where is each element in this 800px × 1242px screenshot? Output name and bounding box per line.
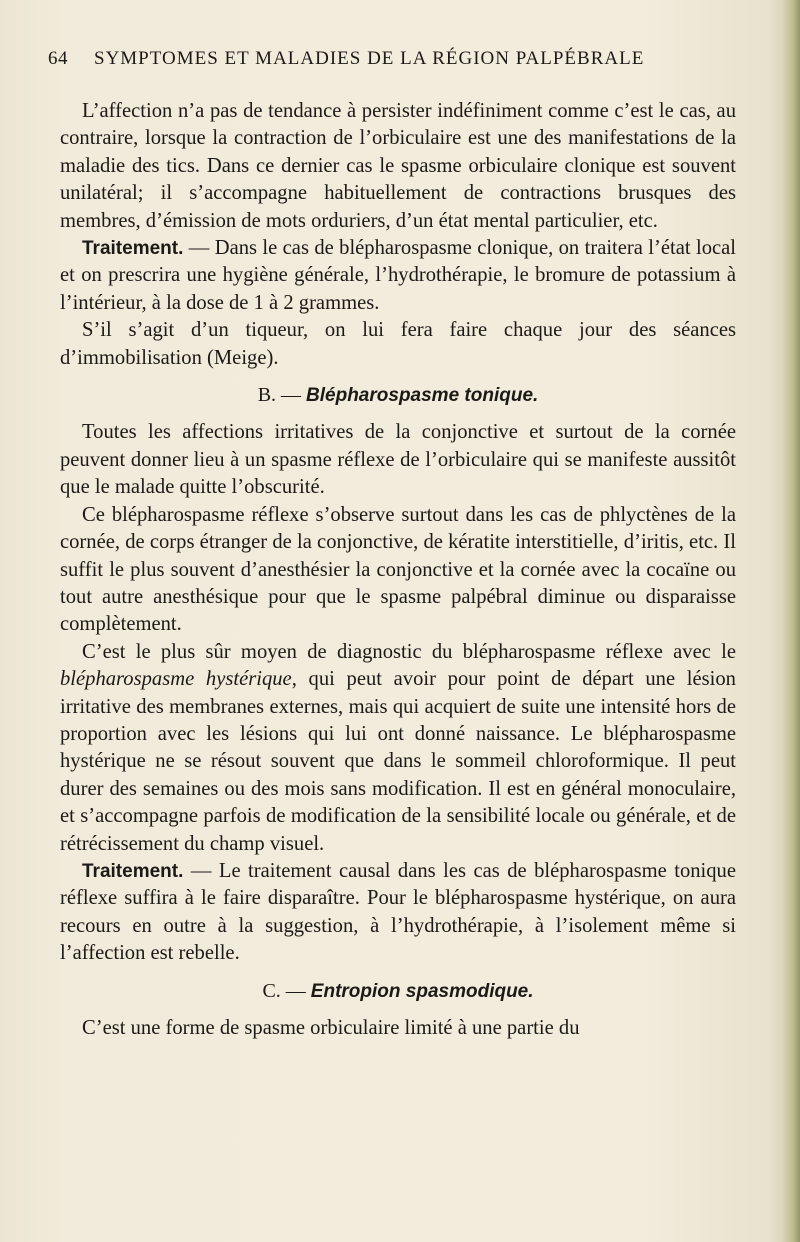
page-header xyxy=(48,48,748,78)
page-edge xyxy=(782,0,800,1242)
paragraph-3: S’il s’agit d’un tiqueur, on lui fera faire chaque jour des séances d’immobilisation (Meige). xyxy=(60,319,736,369)
section-b-title: Blépharospasme tonique. xyxy=(306,385,539,407)
paragraph-8: C’est une forme de spasme orbiculaire limité à une partie du xyxy=(82,1017,580,1039)
paragraph-7 xyxy=(60,858,736,968)
treatment-label-2: Traitement. xyxy=(82,860,184,882)
section-c-letter: C. — xyxy=(262,979,306,1002)
section-heading-b xyxy=(60,382,736,409)
paragraph-1: L’affection n’a pas de tendance à persister indéfiniment comme c’est le cas, au contraire, lorsque la contraction de l’orbiculaire est une des manifestations de la maladie des tics. Dans ce dernier cas le spasme orbiculaire clonique est souvent unilatéral; il s’accompagne habituellement de contractions brusques des membres, d’émission de mots orduriers, d’un état mental particulier, etc. xyxy=(60,100,736,232)
page-body xyxy=(60,98,736,1042)
section-heading-c xyxy=(60,978,736,1005)
paragraph-7-text: — Le traitement causal dans les cas de blépharospasme tonique réflexe suffira à le faire disparaître. Pour le blépharospasme hystérique, on aura recours en outre à la suggestion, à l’hydrothérapie, à l’isolement même si l’affection est rebelle. xyxy=(60,859,736,965)
paragraph-2 xyxy=(60,235,736,317)
paragraph-5: Ce blépharospasme réflexe s’observe surtout dans les cas de phlyctènes de la cornée, de corps étranger de la conjonctive, de kératite interstitielle, d’iritis, etc. Il suffit le plus souvent d’anesthésier la conjonctive et la cornée avec la cocaïne ou tout autre anesthésique pour que le spasme palpébral diminue ou disparaisse complètement. xyxy=(60,503,736,636)
page-number: 64 xyxy=(48,48,68,69)
paragraph-6 xyxy=(60,639,736,858)
treatment-label: Traitement. xyxy=(82,238,184,260)
paragraph-4: Toutes les affections irritatives de la conjonctive et surtout de la cornée peuvent donner lieu à un spasme réflexe de l’orbiculaire qui se manifeste aussitôt que le malade quitte l’obscurité. xyxy=(60,421,736,499)
paragraph-2-text: — Dans le cas de blépharospasme clonique, on traitera l’état local et on prescrira une hygiène générale, l’hydrothérapie, le bromure de potassium à l’intérieur, à la dose de 1 à 2 grammes. xyxy=(60,237,736,314)
paragraph-6-a: C’est le plus sûr moyen de diagnostic du blépharospasme réflexe avec le xyxy=(82,640,736,663)
running-title: SYMPTOMES ET MALADIES DE LA RÉGION PALPÉBRALE xyxy=(94,48,645,69)
section-b-letter: B. — xyxy=(257,384,302,407)
paragraph-6-italic: blépharospasme hystérique xyxy=(60,668,292,691)
paragraph-6-b: , qui peut avoir pour point de départ une lésion irritative des membranes externes, mais qui acquiert de suite une intensité hors de proportion avec les lésions qui lui ont donné naissance. Le blépharospasme hystérique ne se résout souvent que dans le sommeil chloroformique. Il peut durer des semaines ou des mois sans modification. Il est en général monoculaire, et s’accompagne parfois de modification de la sensibilité locale ou générale, et de rétrécissement du champ visuel. xyxy=(60,668,736,855)
section-c-title: Entropion spasmodique. xyxy=(310,980,534,1002)
